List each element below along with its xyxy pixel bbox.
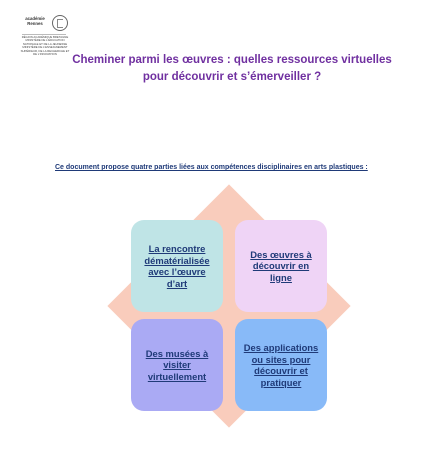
part-link-applications-sites[interactable] xyxy=(235,319,327,411)
part-label: Des musées à visiter virtuellement xyxy=(145,347,209,382)
part-link-musees-virtuels[interactable] xyxy=(131,319,223,411)
part-label: Des œuvres à découvrir en ligne xyxy=(250,248,312,283)
part-label: La rencontre dématérialisée avec l’œuvre d’art xyxy=(144,243,210,289)
part-link-rencontre-dematerialisee[interactable] xyxy=(131,220,223,312)
parts-diagram xyxy=(123,195,335,433)
logo-academie-name: académie Rennes xyxy=(25,16,45,26)
part-link-oeuvres-en-ligne[interactable] xyxy=(235,220,327,312)
intro-text: Ce document propose quatre parties liées aux compétences disciplinaires en arts plastiques : xyxy=(55,164,368,171)
academie-logo xyxy=(14,10,74,58)
document-title: Cheminer parmi les œuvres : quelles ressources virtuelles pour découvrir et s’émerveiller ? xyxy=(72,54,392,83)
logo-ministry-text: RÉGION ACADÉMIQUE BRETAGNE MINISTÈRE DE L'ÉDUCATION NATIONALE ET DE LA JEUNESSE MINISTÈRE DE L'ENSEIGNEMENT SUPÉRIEUR, DE LA RECHERCHE ET DE L'INNOVATION xyxy=(20,35,70,57)
marianne-emblem-icon xyxy=(52,15,68,31)
part-label: Des applications ou sites pour découvrir et pratiquer xyxy=(243,342,319,388)
